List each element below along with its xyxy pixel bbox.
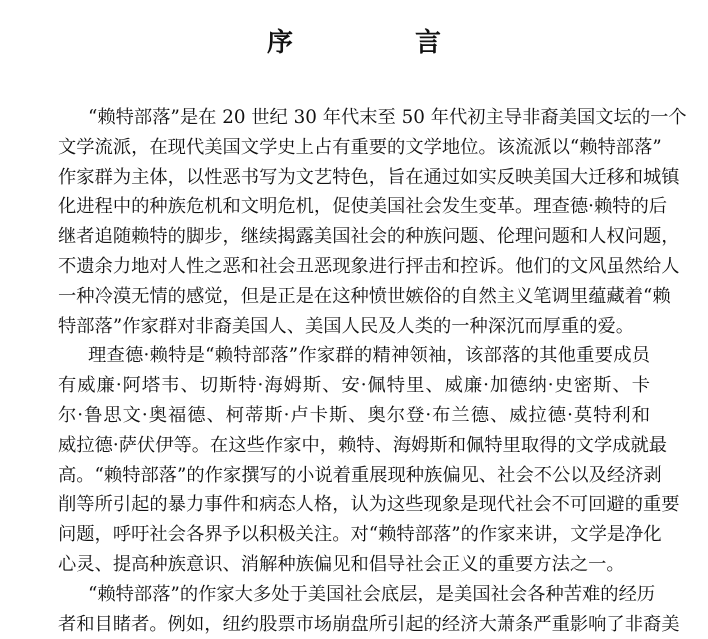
document-body — [58, 103, 687, 639]
paragraph — [58, 580, 680, 639]
text-line: 一种冷漠无情的感觉，但是正是在这种愤世嫉俗的自然主义笔调里蕴藏着“赖 — [58, 285, 671, 307]
page-title: 序 言 — [266, 28, 489, 59]
text-line: 文学流派，在现代美国文学史上占有重要的文学地位。该流派以“赖特部落” — [58, 136, 662, 158]
text-line: “赖特部落”是在 20 世纪 30 年代末至 50 年代初主导非裔美国文坛的一个 — [88, 107, 687, 128]
text-line: 有威廉·阿塔韦、切斯特·海姆斯、安·佩特里、威廉·加德纳·史密斯、卡 — [58, 375, 650, 397]
text-line: 削等所引起的暴力事件和病态人格，认为这些现象是现代社会不可回避的重要 — [58, 494, 680, 516]
paragraph — [58, 341, 680, 579]
text-line: 问题，呼吁社会各界予以积极关注。对“赖特部落”的作家来讲，文学是净化 — [58, 524, 662, 546]
text-line: 特部落”作家群对非裔美国人、美国人民及人类的一种深沉而厚重的爱。 — [58, 315, 635, 337]
text-line: 不遗余力地对人性之恶和社会丑恶现象进行抨击和控诉。他们的文风虽然给人 — [58, 255, 680, 277]
text-line: “赖特部落”的作家大多处于美国社会底层，是美国社会各种苦难的经历 — [88, 583, 656, 605]
text-line: 理查德·赖特是“赖特部落”作家群的精神领袖，该部落的其他重要成员 — [88, 345, 650, 367]
text-line: 心灵、提高种族意识、消解种族偏见和倡导社会正义的重要方法之一。 — [58, 553, 625, 575]
text-line: 尔·鲁思文·奥福德、柯蒂斯·卢卡斯、奥尔登·布兰德、威拉德·莫特利和 — [58, 404, 650, 426]
text-line: 化进程中的种族危机和文明危机，促使美国社会发生变革。理查德·赖特的后 — [58, 196, 668, 218]
text-line: 威拉德·萨伏伊等。在这些作家中，赖特、海姆斯和佩特里取得的文学成就最 — [58, 434, 668, 456]
paragraph — [58, 103, 687, 341]
text-line: 高。“赖特部落”的作家撰写的小说着重展现种族偏见、社会不公以及经济剥 — [58, 464, 662, 486]
text-line: 作家群为主体，以性恶书写为文艺特色，旨在通过如实反映美国大迁移和城镇 — [58, 166, 680, 188]
text-line: 继者追随赖特的脚步，继续揭露美国社会的种族问题、伦理问题和人权问题， — [58, 226, 680, 248]
text-line: 者和目睹者。例如，纽约股票市场崩盘所引起的经济大萧条严重影响了非裔美 — [58, 613, 680, 635]
